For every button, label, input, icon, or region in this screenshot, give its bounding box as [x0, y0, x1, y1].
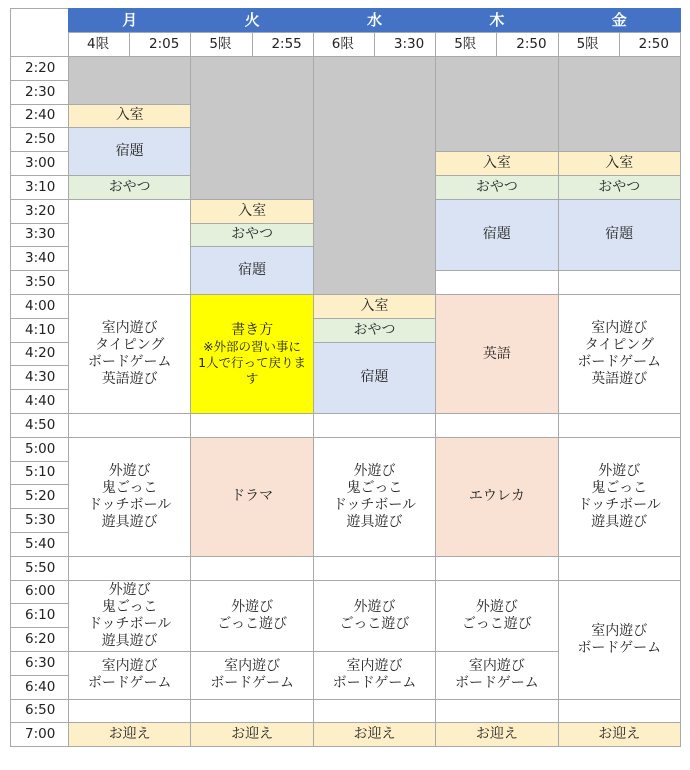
activity-cell — [68, 437, 191, 557]
activity-text: 外遊び 鬼ごっこ ドッチボール 遊具遊び — [88, 462, 172, 530]
activity-text: 宿題 — [482, 226, 511, 243]
activity-cell — [435, 175, 558, 200]
period-label: 5限 — [558, 32, 620, 57]
activity-cell — [558, 151, 681, 176]
activity-cell — [313, 342, 436, 414]
empty-slot — [68, 199, 191, 295]
time-slot-label: 5:20 — [10, 484, 69, 509]
activity-cell — [68, 175, 191, 200]
time-slot-label: 4:10 — [10, 318, 69, 343]
time-slot-label: 4:20 — [10, 342, 69, 367]
activity-cell — [68, 127, 191, 176]
activity-text: 室内遊び ボードゲーム — [577, 622, 662, 656]
activity-text: 入室 — [605, 155, 634, 172]
time-slot-label: 6:00 — [10, 580, 69, 605]
empty-slot — [68, 413, 191, 438]
empty-slot — [190, 556, 313, 581]
activity-cell — [558, 294, 681, 414]
empty-slot — [435, 270, 558, 295]
activity-text: 室内遊び ボードゲーム — [210, 658, 294, 692]
time-slot-label: 6:10 — [10, 603, 69, 628]
activity-cell — [313, 722, 436, 747]
day-header: 金 — [558, 8, 681, 33]
activity-text: 宿題 — [238, 262, 267, 279]
day-header: 月 — [68, 8, 191, 33]
activity-text: 室内遊び ボードゲーム — [455, 658, 539, 692]
activity-cell — [435, 151, 558, 176]
time-slot-label: 3:00 — [10, 151, 69, 176]
activity-text: 外遊び ごっこ遊び — [462, 598, 532, 632]
empty-slot — [190, 699, 313, 724]
activity-text: 室内遊び タイピング ボードゲーム 英語遊び — [87, 320, 172, 387]
activity-cell — [313, 580, 436, 652]
activity-cell — [190, 294, 313, 414]
school-end-time: 2:05 — [129, 32, 191, 57]
activity-text: 外遊び 鬼ごっこ ドッチボール 遊具遊び — [577, 462, 661, 530]
time-slot-label: 4:30 — [10, 365, 69, 390]
activity-text: おやつ — [353, 321, 396, 338]
activity-text: 入室 — [115, 107, 144, 124]
empty-slot — [558, 56, 681, 152]
empty-slot — [68, 556, 191, 581]
time-slot-label: 2:20 — [10, 56, 69, 81]
empty-slot — [313, 56, 436, 295]
activity-cell — [558, 580, 681, 700]
time-slot-label: 4:00 — [10, 294, 69, 319]
empty-slot — [435, 56, 558, 152]
activity-cell — [558, 437, 681, 557]
empty-slot — [435, 699, 558, 724]
time-slot-label: 2:30 — [10, 80, 69, 105]
activity-text: お迎え — [598, 726, 641, 743]
activity-cell — [313, 651, 436, 700]
time-slot-label: 2:40 — [10, 104, 69, 129]
activity-cell — [558, 722, 681, 747]
activity-text: 入室 — [360, 297, 389, 314]
activity-cell — [190, 199, 313, 224]
activity-text: エウレカ — [468, 488, 525, 505]
activity-cell — [190, 437, 313, 557]
school-end-time: 2:50 — [496, 32, 558, 57]
time-slot-label: 5:00 — [10, 437, 69, 462]
activity-cell — [68, 580, 191, 652]
empty-slot — [313, 699, 436, 724]
activity-cell — [190, 246, 313, 295]
empty-slot — [68, 56, 191, 105]
school-end-time: 3:30 — [374, 32, 436, 57]
activity-text: 室内遊び タイピング ボードゲーム 英語遊び — [577, 320, 662, 387]
time-slot-label: 3:20 — [10, 199, 69, 224]
empty-slot — [68, 699, 191, 724]
empty-slot — [190, 413, 313, 438]
time-slot-label: 2:50 — [10, 127, 69, 152]
activity-cell — [435, 580, 558, 652]
time-slot-label: 6:50 — [10, 699, 69, 724]
empty-slot — [558, 270, 681, 295]
period-label: 5限 — [190, 32, 252, 57]
time-slot-label: 6:30 — [10, 651, 69, 676]
activity-cell — [435, 437, 558, 557]
empty-slot — [558, 556, 681, 581]
time-slot-label: 4:40 — [10, 389, 69, 414]
period-label: 5限 — [435, 32, 497, 57]
activity-cell — [435, 199, 558, 271]
empty-slot — [435, 556, 558, 581]
activity-text: 外遊び ごっこ遊び — [217, 598, 287, 632]
day-header: 火 — [190, 8, 313, 33]
day-header: 水 — [313, 8, 436, 33]
activity-cell — [68, 651, 191, 700]
activity-note: ※外部の習い事に 1人で行って戻りま す — [198, 338, 307, 386]
activity-text: お迎え — [231, 726, 274, 743]
empty-slot — [558, 699, 681, 724]
time-slot-label: 4:50 — [10, 413, 69, 438]
activity-text: お迎え — [475, 726, 518, 743]
activity-text: 宿題 — [605, 226, 634, 243]
empty-slot — [313, 556, 436, 581]
time-slot-label: 7:00 — [10, 722, 69, 747]
school-end-time: 2:50 — [619, 32, 681, 57]
activity-text: 室内遊び ボードゲーム — [87, 658, 172, 692]
activity-text: 宿題 — [360, 369, 389, 386]
activity-cell — [435, 651, 558, 700]
period-label: 4限 — [68, 32, 130, 57]
time-slot-label: 3:30 — [10, 223, 69, 248]
activity-text: おやつ — [231, 226, 274, 243]
activity-text: 入室 — [238, 202, 267, 219]
activity-cell — [558, 199, 681, 271]
day-header: 木 — [435, 8, 558, 33]
time-slot-label: 3:40 — [10, 246, 69, 271]
activity-text: おやつ — [475, 178, 518, 195]
activity-text: 宿題 — [115, 143, 144, 160]
activity-text: 書き方 — [231, 321, 274, 338]
activity-text: お迎え — [353, 726, 396, 743]
time-slot-label: 5:30 — [10, 508, 69, 533]
time-slot-label: 5:50 — [10, 556, 69, 581]
period-label: 6限 — [313, 32, 375, 57]
activity-text: おやつ — [598, 178, 641, 195]
activity-cell — [190, 223, 313, 248]
activity-text: 入室 — [482, 155, 511, 172]
activity-text: ドラマ — [231, 488, 274, 505]
time-slot-label: 5:40 — [10, 532, 69, 557]
corner-cell — [10, 8, 69, 57]
activity-text: おやつ — [108, 178, 151, 195]
activity-cell — [435, 294, 558, 414]
activity-cell — [68, 294, 191, 414]
activity-text: 英語 — [482, 345, 511, 362]
empty-slot — [190, 56, 313, 200]
empty-slot — [435, 413, 558, 438]
activity-text: 外遊び 鬼ごっこ ドッチボール 遊具遊び — [332, 462, 417, 530]
activity-cell — [190, 651, 313, 700]
activity-cell — [435, 722, 558, 747]
activity-cell — [190, 722, 313, 747]
activity-text: 外遊び 鬼ごっこ ドッチボール 遊具遊び — [88, 581, 172, 649]
activity-cell — [68, 104, 191, 129]
empty-slot — [313, 413, 436, 438]
activity-cell — [558, 175, 681, 200]
empty-slot — [558, 413, 681, 438]
time-slot-label: 3:50 — [10, 270, 69, 295]
time-slot-label: 3:10 — [10, 175, 69, 200]
activity-text: 外遊び ごっこ遊び — [339, 598, 410, 632]
activity-cell — [313, 318, 436, 343]
activity-cell — [68, 722, 191, 747]
time-slot-label: 5:10 — [10, 461, 69, 486]
time-slot-label: 6:40 — [10, 675, 69, 700]
activity-text: お迎え — [108, 726, 151, 743]
time-slot-label: 6:20 — [10, 627, 69, 652]
activity-text: 室内遊び ボードゲーム — [332, 658, 417, 692]
school-end-time: 2:55 — [252, 32, 314, 57]
activity-cell — [190, 580, 313, 652]
activity-cell — [313, 437, 436, 557]
activity-cell — [313, 294, 436, 319]
